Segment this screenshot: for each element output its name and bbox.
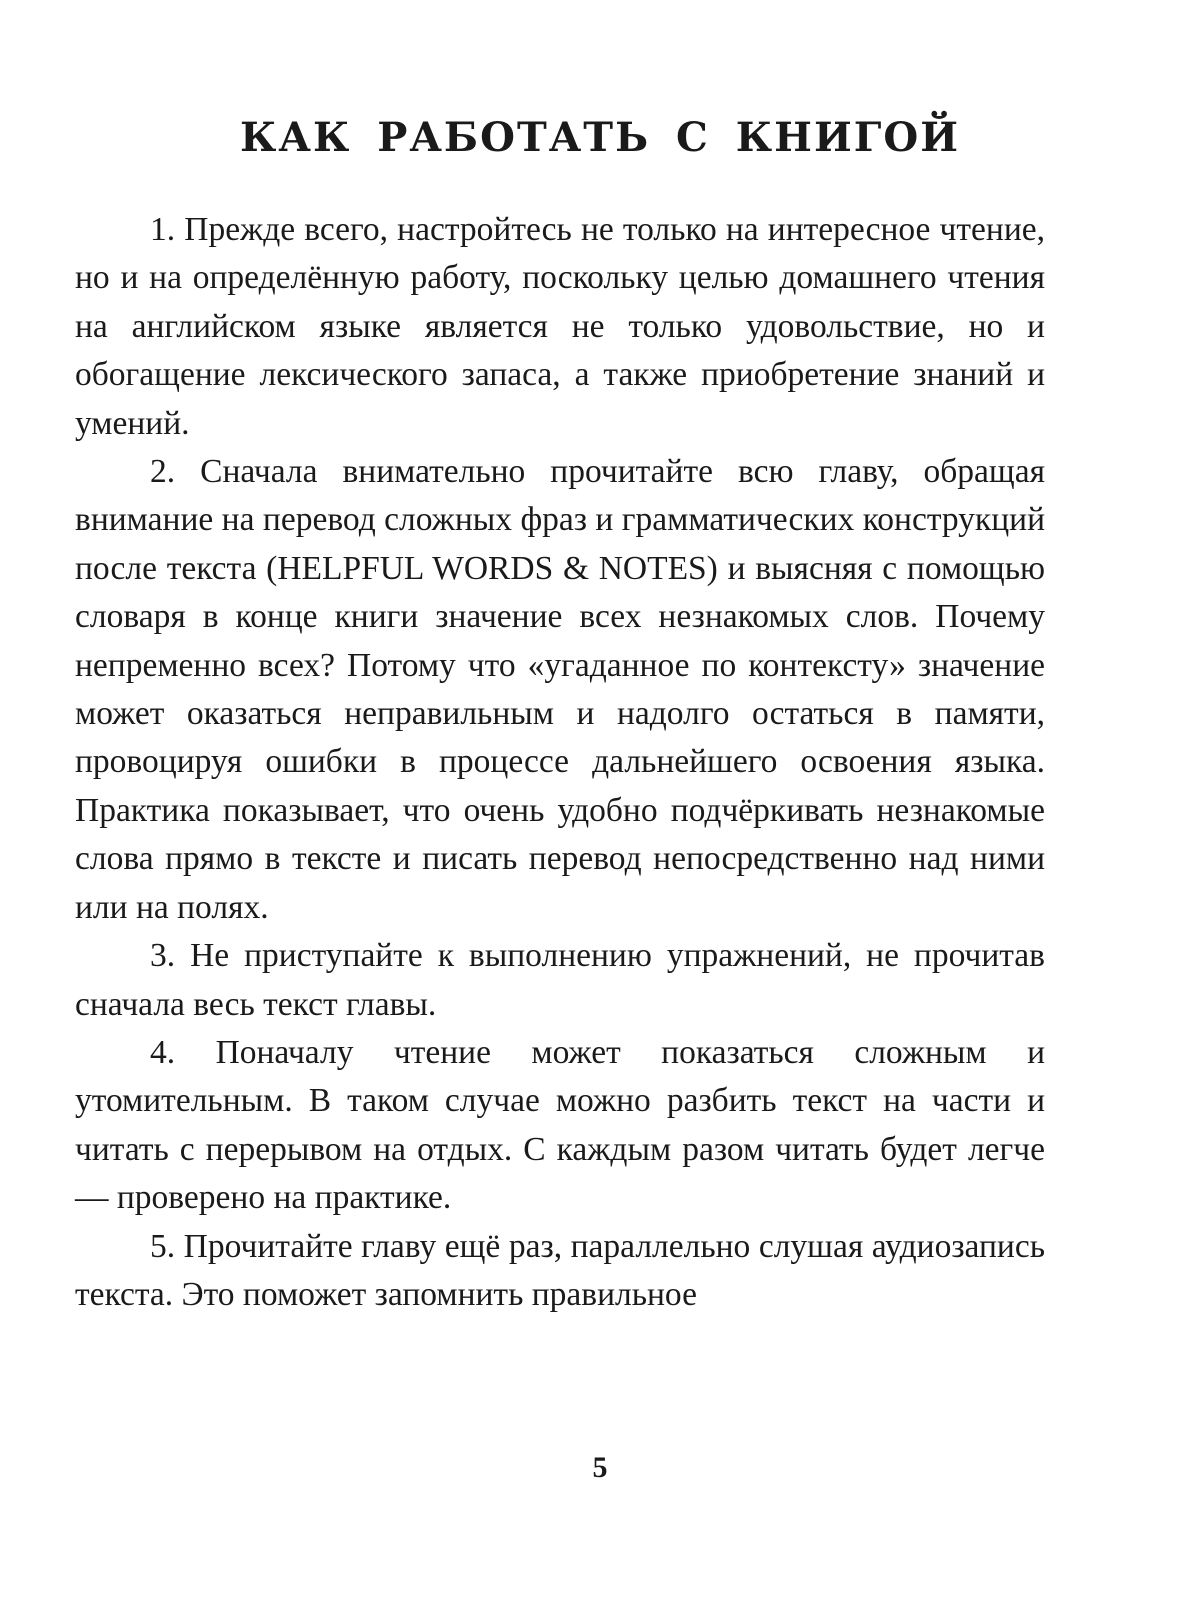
paragraph-3: 3. Не приступайте к выполнению упражнений, не прочитав сначала весь текст главы. [75, 937, 1045, 1023]
paragraph-4: 4. Поначалу чтение может показаться сложным и утомительным. В таком случае можно разбить текст на части и читать с перерывом на отдых. С каждым разом читать будет легче — проверено на практике. [75, 1033, 1045, 1217]
paragraph-5: 5. Прочитайте главу ещё раз, параллельно слушая аудиозапись текста. Это поможет запомнить правильное [75, 1227, 1045, 1313]
page-number: 5 [592, 1451, 608, 1484]
paragraph-2: 2. Сначала внимательно прочитайте всю главу, обращая внимание на перевод сложных фраз и грамматических конструкций после текста (HELPFUL WORDS & NOTES) и выясняя с помощью словаря в конце книги значение всех незнакомых слов. Почему непременно всех? Потому что «угаданное по контексту» значение может оказаться неправильным и надолго остаться в памяти, провоцируя ошибки в процессе дальнейшего освоения языка. Практика показывает, что очень удобно подчёркивать незнакомые слова прямо в тексте и писать перевод непосредственно над ними или на полях. [75, 453, 1045, 926]
page-title: КАК РАБОТАТЬ С КНИГОЙ [240, 114, 960, 161]
instructions-text [75, 206, 1045, 1319]
paragraph-1: 1. Прежде всего, настройтесь не только на интересное чтение, но и на определённую работу, поскольку целью домашнего чтения на английском языке является не только удовольствие, но и обогащение лексического запаса, а также приобретение знаний и умений. [75, 211, 1045, 442]
